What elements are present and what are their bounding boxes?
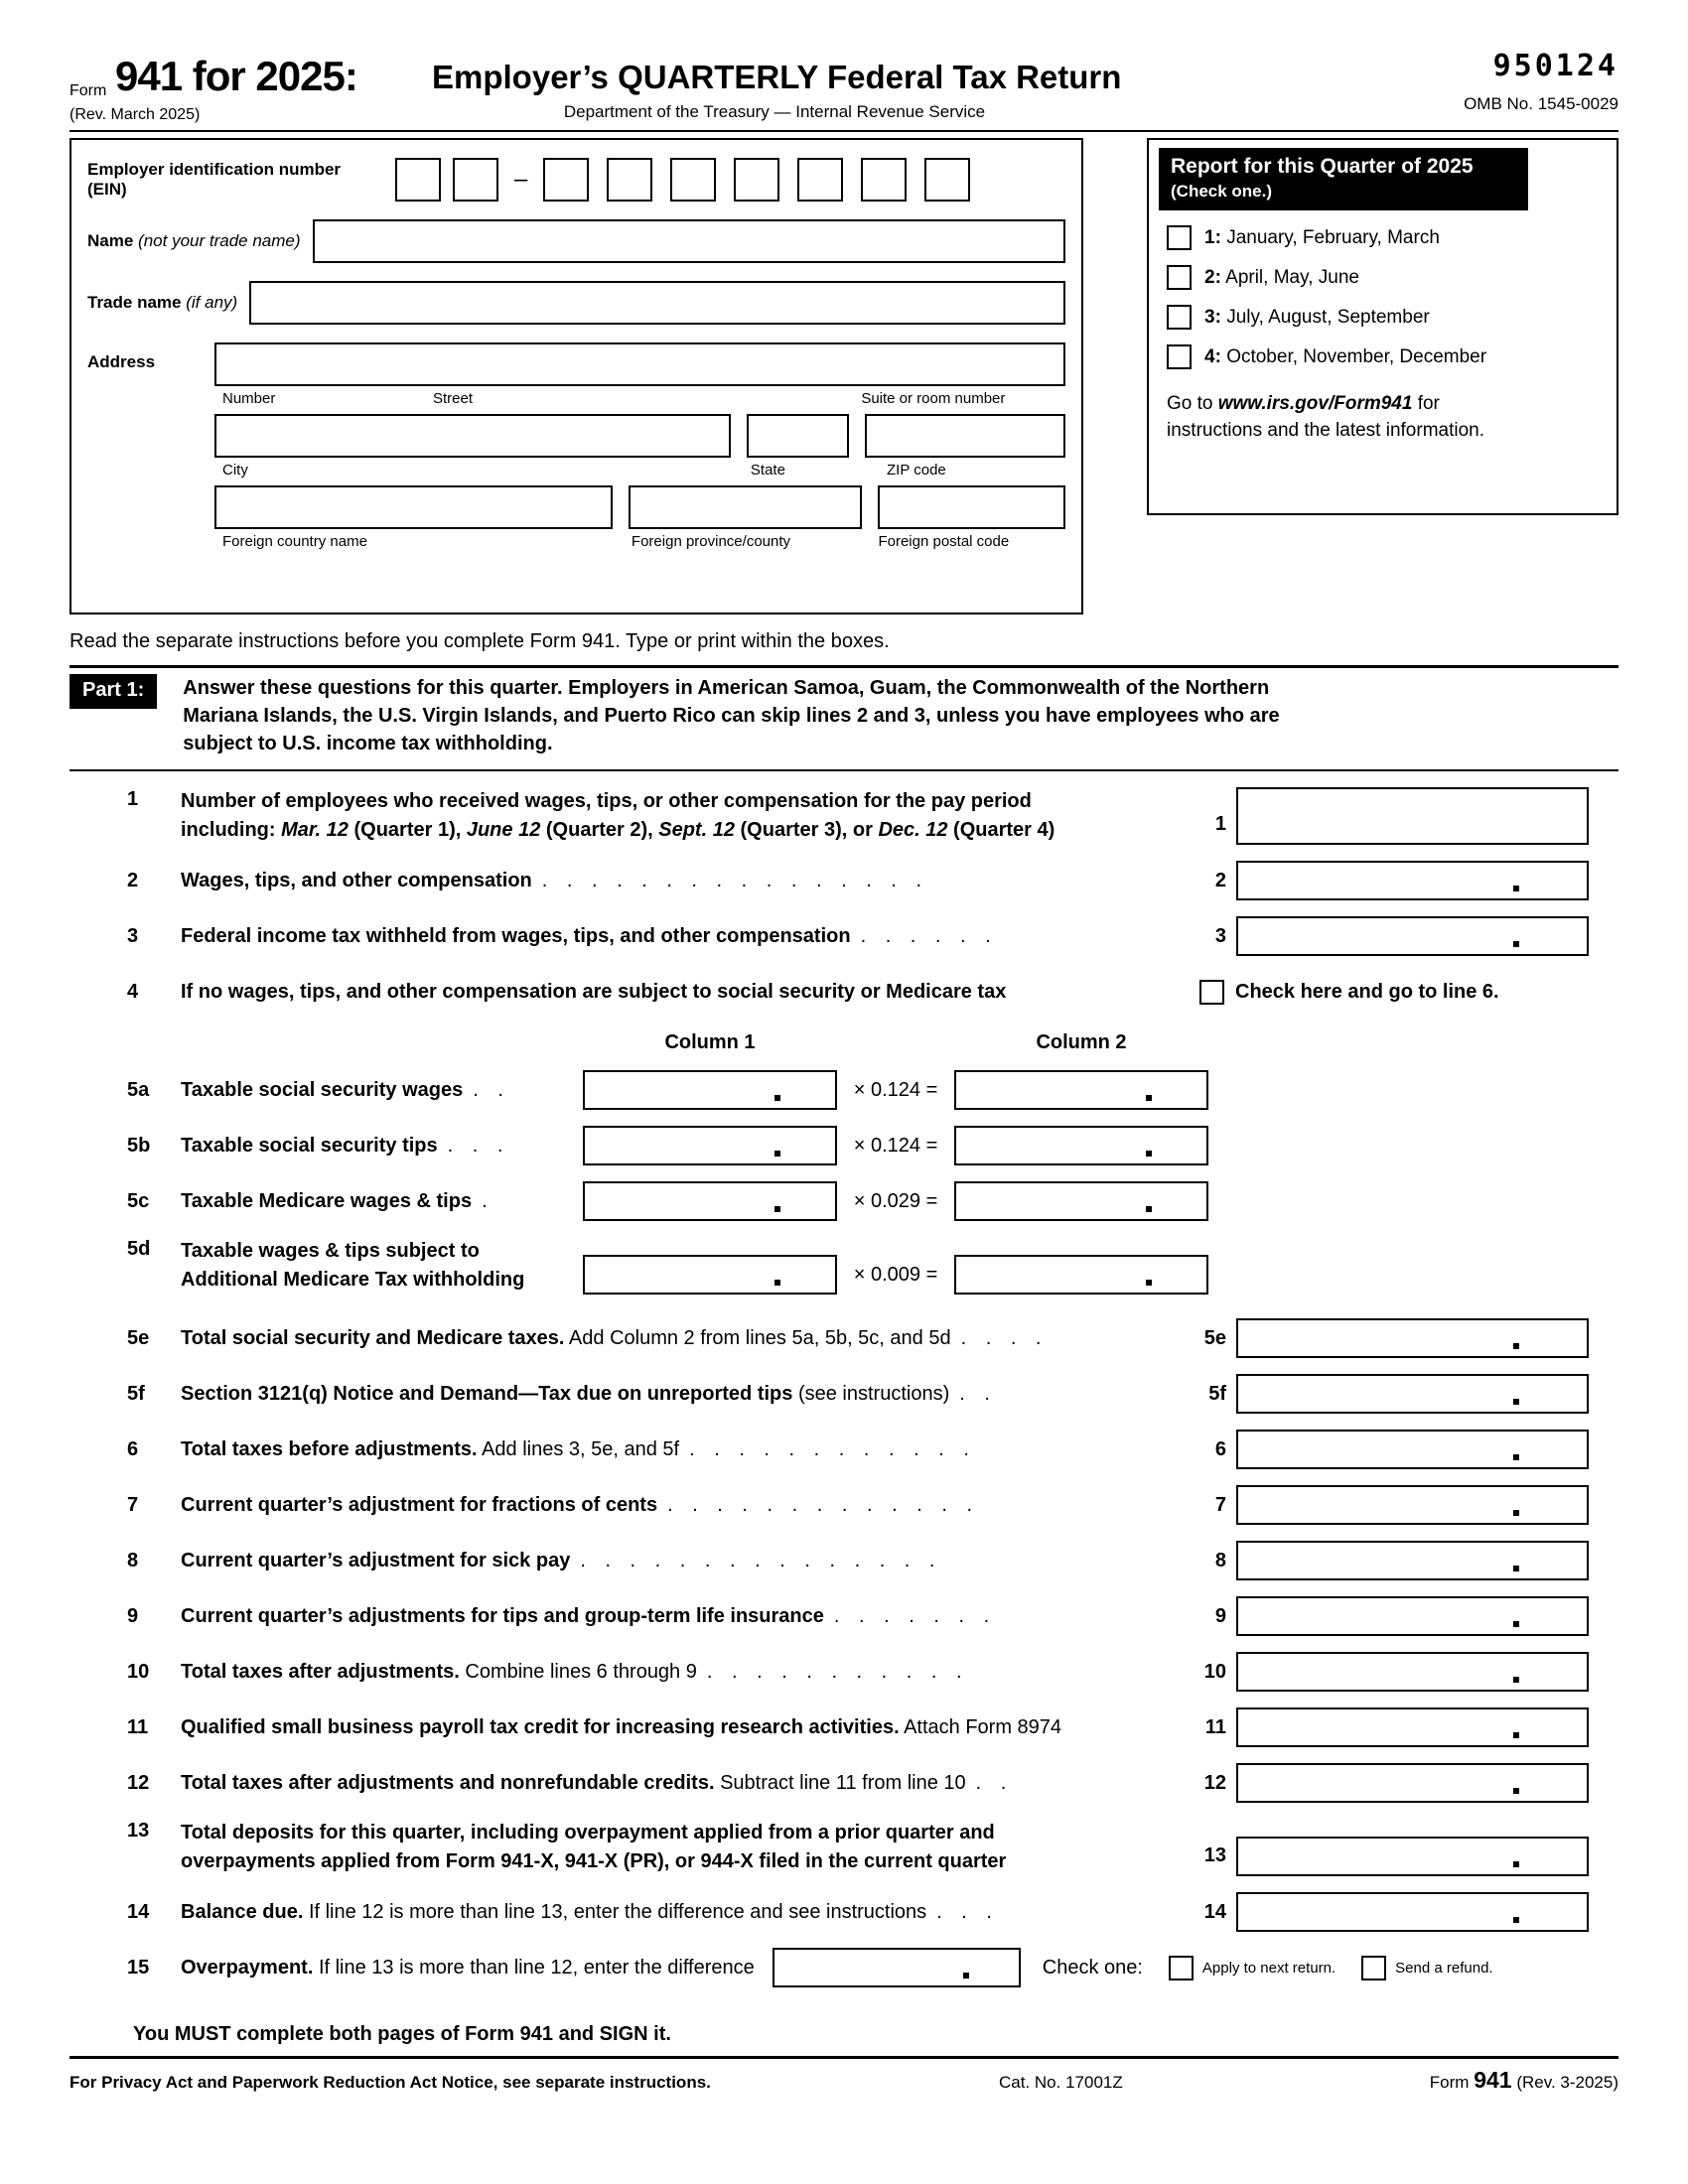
line-3-row bbox=[70, 916, 1589, 956]
address-fields bbox=[214, 342, 1065, 557]
quarter-box bbox=[1147, 138, 1618, 515]
line-2-label: Wages, tips, and other compensation bbox=[181, 869, 532, 891]
trade-name-row bbox=[87, 281, 1065, 325]
line-5e-amount-box[interactable] bbox=[1236, 1318, 1589, 1358]
line-5c-row bbox=[70, 1181, 1589, 1221]
line-14-number: 14 bbox=[127, 1900, 150, 1923]
line-5d-column-1-box[interactable] bbox=[583, 1255, 837, 1295]
decimal-point bbox=[1513, 1732, 1519, 1738]
line-14-amount-box[interactable] bbox=[1236, 1892, 1589, 1932]
line-14-row bbox=[70, 1892, 1589, 1932]
line-5f-number: 5f bbox=[127, 1382, 145, 1405]
part-1-header bbox=[70, 665, 1618, 771]
line-7-box-number: 7 bbox=[1214, 1493, 1226, 1516]
line-15-label: Overpayment. bbox=[181, 1956, 314, 1979]
dot-leader: . . bbox=[959, 1382, 997, 1405]
footer-rule bbox=[70, 2056, 1618, 2059]
line-11-number: 11 bbox=[127, 1715, 149, 1738]
footer-revision: (Rev. 3-2025) bbox=[1516, 2073, 1618, 2092]
line-5b-column-2-box[interactable] bbox=[954, 1126, 1208, 1165]
line-7-number: 7 bbox=[127, 1493, 139, 1516]
street-address-input[interactable] bbox=[214, 342, 1065, 386]
line-7-label: Current quarter’s adjustment for fractions of cents bbox=[181, 1493, 658, 1516]
column-headers bbox=[70, 1031, 1589, 1054]
line-15-row bbox=[70, 1948, 1589, 1987]
quarter-option-2 bbox=[1167, 265, 1607, 290]
line-5a-label: Taxable social security wages bbox=[181, 1078, 464, 1101]
quarter-3-num: 3: bbox=[1204, 306, 1221, 328]
decimal-point bbox=[1513, 1677, 1519, 1683]
line-5e-text bbox=[181, 1327, 1185, 1350]
line-5e-row bbox=[70, 1318, 1589, 1358]
goto-line-1 bbox=[1167, 391, 1603, 418]
line-5e-box-number: 5e bbox=[1203, 1326, 1226, 1349]
dot-leader: . . . . bbox=[960, 1326, 1049, 1349]
zip-label: ZIP code bbox=[887, 462, 946, 478]
form-number-title: 941 for 2025: bbox=[115, 53, 357, 99]
decimal-point bbox=[1513, 1788, 1519, 1794]
foreign-row bbox=[214, 485, 1065, 529]
privacy-act-note: For Privacy Act and Paperwork Reduction Act Notice, see separate instructions. bbox=[70, 2073, 711, 2092]
quarter-box-subtitle: (Check one.) bbox=[1171, 182, 1273, 201]
line-14-text bbox=[181, 1901, 1185, 1924]
line-5b-label: Taxable social security tips bbox=[181, 1134, 438, 1157]
line-1-seg-h: Dec. 12 bbox=[878, 819, 948, 841]
revision-note: (Rev. March 2025) bbox=[70, 106, 201, 123]
decimal-point bbox=[1513, 1343, 1519, 1349]
ein-dash: – bbox=[514, 166, 528, 193]
city-state-zip-row bbox=[214, 414, 1065, 458]
quarter-box-title: Report for this Quarter of 2025 bbox=[1171, 155, 1474, 178]
line-1-seg-i: (Quarter 4) bbox=[947, 819, 1055, 841]
quarter-3-checkbox[interactable] bbox=[1167, 305, 1192, 330]
line-11-text bbox=[181, 1716, 1185, 1739]
line-8-box-number: 8 bbox=[1214, 1549, 1226, 1571]
decimal-point bbox=[774, 1206, 780, 1212]
dot-leader: . . bbox=[473, 1078, 510, 1101]
line-11-rest: Attach Form 8974 bbox=[899, 1715, 1062, 1738]
line-5c-number: 5c bbox=[127, 1189, 150, 1212]
line-5b-row bbox=[70, 1126, 1589, 1165]
dot-leader: . . . . . . . . . . . . . bbox=[667, 1493, 979, 1516]
line-5b-column-1-box[interactable] bbox=[583, 1126, 837, 1165]
line-5e-label: Total social security and Medicare taxes. bbox=[181, 1326, 565, 1349]
dot-leader: . . . . . . . . . . . . . . . bbox=[580, 1549, 942, 1571]
quarter-1-checkbox[interactable] bbox=[1167, 225, 1192, 250]
line-5d-text bbox=[181, 1237, 583, 1295]
line-12-row bbox=[70, 1763, 1589, 1803]
line-8-number: 8 bbox=[127, 1549, 139, 1571]
line-9-amount-box[interactable] bbox=[1236, 1596, 1589, 1636]
dot-leader: . . . . . . . bbox=[833, 1604, 997, 1627]
line-10-text bbox=[181, 1661, 1185, 1684]
ein-digit-box-7[interactable] bbox=[797, 158, 843, 202]
state-label: State bbox=[750, 462, 785, 478]
decimal-point bbox=[1513, 941, 1519, 947]
line-5c-text bbox=[181, 1190, 583, 1213]
trade-name-input[interactable] bbox=[249, 281, 1065, 325]
line-1-seg-f: Sept. 12 bbox=[658, 819, 735, 841]
footer-form-number: 941 bbox=[1474, 2067, 1512, 2093]
dot-leader: . . . . . . bbox=[860, 924, 998, 947]
column-header-gap bbox=[837, 1031, 954, 1054]
column-1-header: Column 1 bbox=[664, 1031, 756, 1053]
decimal-point bbox=[774, 1280, 780, 1286]
read-instructions-note: Read the separate instructions before you complete Form 941. Type or print within the boxes. bbox=[70, 630, 890, 652]
line-4-row bbox=[70, 972, 1589, 1012]
line-2-text bbox=[181, 870, 1185, 892]
line-1-seg-b: Mar. 12 bbox=[281, 819, 349, 841]
line-5a-number: 5a bbox=[127, 1078, 150, 1101]
line-10-amount-box[interactable] bbox=[1236, 1652, 1589, 1692]
address-label: Address bbox=[87, 352, 156, 371]
line-9-number: 9 bbox=[127, 1604, 139, 1627]
foreign-sub-labels bbox=[214, 529, 1065, 557]
line-14-box-number: 14 bbox=[1203, 1900, 1226, 1923]
trade-name-hint: (if any) bbox=[186, 293, 238, 312]
line-5d-label-line-2: Additional Medicare Tax withholding bbox=[181, 1269, 525, 1291]
line-2-box-number: 2 bbox=[1214, 869, 1226, 891]
line-1-seg-d: June 12 bbox=[466, 819, 541, 841]
dot-leader: . . . . . . . . . . . . bbox=[689, 1437, 976, 1460]
line-9-label: Current quarter’s adjustments for tips and group-term life insurance bbox=[181, 1604, 824, 1627]
line-2-row bbox=[70, 861, 1589, 900]
line-5c-multiplier: × 0.029 = bbox=[853, 1189, 938, 1212]
ein-digit-box-6[interactable] bbox=[734, 158, 779, 202]
foreign-postal-label: Foreign postal code bbox=[878, 533, 1010, 550]
line-5f-text bbox=[181, 1383, 1185, 1406]
city-input[interactable] bbox=[214, 414, 731, 458]
ein-digit-box-5[interactable] bbox=[670, 158, 716, 202]
line-6-box-number: 6 bbox=[1214, 1437, 1226, 1460]
line-1-text-line-2 bbox=[181, 816, 1177, 845]
state-input[interactable] bbox=[747, 414, 849, 458]
foreign-province-label: Foreign province/county bbox=[631, 533, 791, 550]
decimal-point bbox=[1513, 1917, 1519, 1923]
street-label: Street bbox=[433, 390, 474, 407]
ein-group-2 bbox=[543, 158, 988, 202]
quarter-3-months: July, August, September bbox=[1226, 306, 1430, 328]
street-sub-labels bbox=[214, 386, 1065, 414]
decimal-point bbox=[1513, 1454, 1519, 1460]
dot-leader: . . . bbox=[936, 1900, 999, 1923]
quarter-4-label bbox=[1204, 346, 1486, 368]
line-4-text: If no wages, tips, and other compensation are subject to social security or Medicare tax bbox=[181, 980, 1007, 1003]
city-sub-labels bbox=[214, 458, 1065, 485]
employer-identity-box bbox=[70, 138, 1083, 614]
line-2-amount-box[interactable] bbox=[1236, 861, 1589, 900]
line-13-number: 13 bbox=[127, 1820, 150, 1842]
part-1-label: Part 1: bbox=[70, 674, 157, 709]
quarter-2-label bbox=[1204, 267, 1359, 289]
line-11-amount-box[interactable] bbox=[1236, 1707, 1589, 1747]
footer-form-word: Form bbox=[1429, 2073, 1470, 2092]
quarter-2-checkbox[interactable] bbox=[1167, 265, 1192, 290]
quarter-2-num: 2: bbox=[1204, 266, 1221, 288]
line-9-text bbox=[181, 1605, 1185, 1628]
line-13-label-line-1: Total deposits for this quarter, including overpayment applied from a prior quarter and bbox=[181, 1822, 995, 1843]
line-5b-multiplier: × 0.124 = bbox=[853, 1134, 938, 1157]
ein-digit-box-9[interactable] bbox=[924, 158, 970, 202]
line-15-amount-box[interactable] bbox=[773, 1948, 1021, 1987]
decimal-point bbox=[1146, 1280, 1152, 1286]
line-10-number: 10 bbox=[127, 1660, 150, 1683]
ein-digit-box-3[interactable] bbox=[543, 158, 589, 202]
line-2-number: 2 bbox=[127, 869, 139, 891]
line-12-text bbox=[181, 1772, 1185, 1795]
part-1-heading-line-1: Answer these questions for this quarter. Employers in American Samoa, Guam, the Commonwealth of the Northern bbox=[183, 677, 1270, 699]
foreign-country-label: Foreign country name bbox=[222, 533, 367, 550]
line-10-row bbox=[70, 1652, 1589, 1692]
quarter-1-label bbox=[1204, 227, 1440, 249]
decimal-point bbox=[1146, 1206, 1152, 1212]
line-3-text bbox=[181, 925, 1185, 948]
trade-name-label: Trade name bbox=[87, 293, 182, 312]
line-9-row bbox=[70, 1596, 1589, 1636]
irs-url: www.irs.gov/Form941 bbox=[1217, 393, 1413, 414]
line-3-number: 3 bbox=[127, 924, 139, 947]
name-row bbox=[87, 219, 1065, 263]
line-1-row bbox=[70, 787, 1589, 845]
dot-leader: . . . . . . . . . . . . . . . . bbox=[541, 869, 929, 891]
quarter-4-checkbox[interactable] bbox=[1167, 344, 1192, 369]
line-10-rest: Combine lines 6 through 9 bbox=[459, 1660, 697, 1683]
line-5e-number: 5e bbox=[127, 1326, 150, 1349]
foreign-province-input[interactable] bbox=[629, 485, 862, 529]
line-4-number: 4 bbox=[127, 980, 139, 1003]
line-5a-column-1-box[interactable] bbox=[583, 1070, 837, 1110]
part-1-lines bbox=[70, 787, 1618, 1987]
decimal-point bbox=[1513, 1621, 1519, 1627]
line-5b-number: 5b bbox=[127, 1134, 151, 1157]
dot-leader: . . bbox=[975, 1771, 1014, 1794]
line-7-amount-box[interactable] bbox=[1236, 1485, 1589, 1525]
line-14-rest: If line 12 is more than line 13, enter the difference and see instructions bbox=[303, 1900, 927, 1923]
part-1-heading-line-2: Mariana Islands, the U.S. Virgin Islands, and Puerto Rico can skip lines 2 and 3, unless you have employees who are bbox=[183, 705, 1280, 727]
decimal-point bbox=[1513, 1861, 1519, 1867]
foreign-country-input[interactable] bbox=[214, 485, 613, 529]
name-label-group bbox=[87, 231, 313, 251]
quarter-1-months: January, February, March bbox=[1226, 226, 1440, 248]
line-6-number: 6 bbox=[127, 1437, 139, 1460]
line-12-label: Total taxes after adjustments and nonrefundable credits. bbox=[181, 1771, 715, 1794]
column-header-spacer bbox=[70, 1031, 583, 1054]
decimal-point bbox=[1146, 1151, 1152, 1157]
decimal-point bbox=[1513, 886, 1519, 891]
line-5c-label: Taxable Medicare wages & tips bbox=[181, 1189, 473, 1212]
line-5a-row bbox=[70, 1070, 1589, 1110]
send-refund-label: Send a refund. bbox=[1395, 1959, 1493, 1977]
form-header bbox=[70, 49, 1618, 132]
line-13-box-number: 13 bbox=[1203, 1844, 1226, 1866]
dot-leader: . bbox=[482, 1189, 494, 1212]
name-input[interactable] bbox=[313, 219, 1065, 263]
line-11-row bbox=[70, 1707, 1589, 1747]
line-5d-number: 5d bbox=[127, 1238, 151, 1260]
line-3-amount-box[interactable] bbox=[1236, 916, 1589, 956]
line-13-row bbox=[70, 1819, 1589, 1876]
ein-digit-box-2[interactable] bbox=[453, 158, 498, 202]
line-15-check-one-label: Check one: bbox=[1042, 1956, 1143, 1979]
goto-instructions bbox=[1167, 391, 1603, 444]
quarter-2-months: April, May, June bbox=[1225, 266, 1359, 288]
apply-to-next-return-checkbox[interactable] bbox=[1169, 1956, 1194, 1980]
line-12-number: 12 bbox=[127, 1771, 150, 1794]
ein-row bbox=[87, 158, 1065, 202]
line-5a-column-2-box[interactable] bbox=[954, 1070, 1208, 1110]
line-5d-column-2-box[interactable] bbox=[954, 1255, 1208, 1295]
trade-name-label-group bbox=[87, 293, 249, 313]
line-7-text bbox=[181, 1494, 1185, 1517]
line-11-box-number: 11 bbox=[1204, 1715, 1226, 1738]
line-1-amount-box[interactable] bbox=[1236, 787, 1589, 845]
line-15-number: 15 bbox=[127, 1956, 150, 1979]
line-12-box-number: 12 bbox=[1203, 1771, 1226, 1794]
line-6-amount-box[interactable] bbox=[1236, 1430, 1589, 1469]
line-7-row bbox=[70, 1485, 1589, 1525]
part-1-heading bbox=[157, 674, 1279, 757]
line-10-label: Total taxes after adjustments. bbox=[181, 1660, 460, 1683]
line-12-rest: Subtract line 11 from line 10 bbox=[714, 1771, 966, 1794]
send-refund-checkbox[interactable] bbox=[1361, 1956, 1386, 1980]
doc-code: 950124 bbox=[1492, 49, 1618, 83]
decimal-point bbox=[1513, 1566, 1519, 1571]
department-line: Department of the Treasury — Internal Revenue Service bbox=[563, 102, 986, 121]
line-5d-label-line-1: Taxable wages & tips subject to bbox=[181, 1240, 480, 1262]
line-6-text bbox=[181, 1438, 1185, 1461]
line-15-rest: If line 13 is more than line 12, enter the difference bbox=[313, 1956, 755, 1979]
line-6-label: Total taxes before adjustments. bbox=[181, 1437, 478, 1460]
line-4-check-label: Check here and go to line 6. bbox=[1235, 980, 1499, 1003]
quarter-option-1 bbox=[1167, 225, 1607, 250]
ein-digit-box-1[interactable] bbox=[395, 158, 441, 202]
name-label: Name bbox=[87, 231, 134, 250]
address-block bbox=[87, 342, 1065, 557]
quarter-4-months: October, November, December bbox=[1226, 345, 1487, 367]
quarter-option-3 bbox=[1167, 305, 1607, 330]
decimal-point bbox=[963, 1973, 969, 1979]
line-5e-rest: Add Column 2 from lines 5a, 5b, 5c, and 5d bbox=[564, 1326, 951, 1349]
line-4-check-group bbox=[1199, 980, 1589, 1005]
ein-digit-box-4[interactable] bbox=[607, 158, 652, 202]
dot-leader: . . . bbox=[447, 1134, 510, 1157]
line-1-box-number: 1 bbox=[1214, 813, 1226, 835]
name-hint: (not your trade name) bbox=[138, 231, 301, 250]
quarter-4-num: 4: bbox=[1204, 345, 1221, 367]
line-13-amount-box[interactable] bbox=[1236, 1837, 1589, 1876]
line-8-amount-box[interactable] bbox=[1236, 1541, 1589, 1580]
footer-row bbox=[70, 2067, 1618, 2094]
line-13-label-line-2: overpayments applied from Form 941-X, 941-X (PR), or 944-X filed in the current quarter bbox=[181, 1850, 1007, 1872]
decimal-point bbox=[1513, 1510, 1519, 1516]
line-8-text bbox=[181, 1550, 1185, 1572]
must-complete-note: You MUST complete both pages of Form 941 and SIGN it. bbox=[133, 2023, 671, 2045]
column-2-header: Column 2 bbox=[1036, 1031, 1127, 1053]
line-11-label: Qualified small business payroll tax credit for increasing research activities. bbox=[181, 1715, 900, 1738]
line-5a-text bbox=[181, 1079, 583, 1102]
omb-number: OMB No. 1545-0029 bbox=[1464, 94, 1618, 113]
line-1-number: 1 bbox=[127, 788, 139, 810]
footer-form-id bbox=[1293, 2067, 1618, 2094]
line-1-seg-c: (Quarter 1), bbox=[348, 819, 467, 841]
line-15-text bbox=[181, 1957, 755, 1979]
goto-pre: Go to bbox=[1167, 393, 1218, 414]
line-5a-multiplier: × 0.124 = bbox=[853, 1078, 938, 1101]
form-title: Employer’s QUARTERLY Federal Tax Return bbox=[432, 59, 1122, 95]
line-13-text bbox=[181, 1819, 1185, 1876]
line-6-rest: Add lines 3, 5e, and 5f bbox=[477, 1437, 680, 1460]
line-5f-row bbox=[70, 1374, 1589, 1414]
line-8-row bbox=[70, 1541, 1589, 1580]
line-9-box-number: 9 bbox=[1214, 1604, 1226, 1627]
goto-line-2: instructions and the latest information. bbox=[1167, 419, 1485, 441]
quarter-3-label bbox=[1204, 307, 1430, 329]
quarter-option-4 bbox=[1167, 344, 1607, 369]
ein-label: Employer identification number (EIN) bbox=[87, 160, 342, 199]
line-6-row bbox=[70, 1430, 1589, 1469]
quarter-box-header bbox=[1159, 148, 1528, 210]
goto-post: for bbox=[1412, 393, 1440, 414]
line-5c-column-2-box[interactable] bbox=[954, 1181, 1208, 1221]
line-5b-text bbox=[181, 1135, 583, 1158]
decimal-point bbox=[774, 1095, 780, 1101]
apply-to-next-return-label: Apply to next return. bbox=[1201, 1959, 1336, 1977]
line-5f-label: Section 3121(q) Notice and Demand—Tax due on unreported tips bbox=[181, 1382, 793, 1405]
line-5d-row bbox=[70, 1237, 1589, 1295]
line-14-label: Balance due. bbox=[181, 1900, 304, 1923]
decimal-point bbox=[1146, 1095, 1152, 1101]
number-label: Number bbox=[222, 390, 276, 407]
catalog-number: Cat. No. 17001Z bbox=[999, 2073, 1123, 2092]
line-1-seg-g: (Quarter 3), or bbox=[734, 819, 879, 841]
line-5f-box-number: 5f bbox=[1208, 1382, 1226, 1405]
suite-label: Suite or room number bbox=[861, 390, 1006, 407]
foreign-postal-input[interactable] bbox=[878, 485, 1065, 529]
line-5f-rest: (see instructions) bbox=[792, 1382, 950, 1405]
line-5f-amount-box[interactable] bbox=[1236, 1374, 1589, 1414]
dot-leader: . . . . . . . . . . . bbox=[706, 1660, 969, 1683]
line-8-label: Current quarter’s adjustment for sick pay bbox=[181, 1549, 571, 1571]
line-3-box-number: 3 bbox=[1214, 924, 1226, 947]
quarter-1-num: 1: bbox=[1204, 226, 1221, 248]
city-label: City bbox=[222, 462, 248, 478]
line-5c-column-1-box[interactable] bbox=[583, 1181, 837, 1221]
line-4-checkbox[interactable] bbox=[1199, 980, 1224, 1005]
line-1-text bbox=[181, 787, 1185, 845]
line-12-amount-box[interactable] bbox=[1236, 1763, 1589, 1803]
decimal-point bbox=[774, 1151, 780, 1157]
part-1-heading-line-3: subject to U.S. income tax withholding. bbox=[183, 733, 553, 754]
line-1-seg-a: including: bbox=[181, 819, 282, 841]
line-1-text-line-1: Number of employees who received wages, tips, or other compensation for the pay period bbox=[181, 790, 1032, 812]
line-1-seg-e: (Quarter 2), bbox=[540, 819, 659, 841]
ein-digit-box-8[interactable] bbox=[861, 158, 907, 202]
decimal-point bbox=[1513, 1399, 1519, 1405]
line-3-label: Federal income tax withheld from wages, tips, and other compensation bbox=[181, 924, 851, 947]
line-5d-multiplier: × 0.009 = bbox=[853, 1264, 938, 1286]
zip-input[interactable] bbox=[865, 414, 1065, 458]
line-10-box-number: 10 bbox=[1203, 1660, 1226, 1683]
form-word: Form bbox=[70, 82, 107, 99]
